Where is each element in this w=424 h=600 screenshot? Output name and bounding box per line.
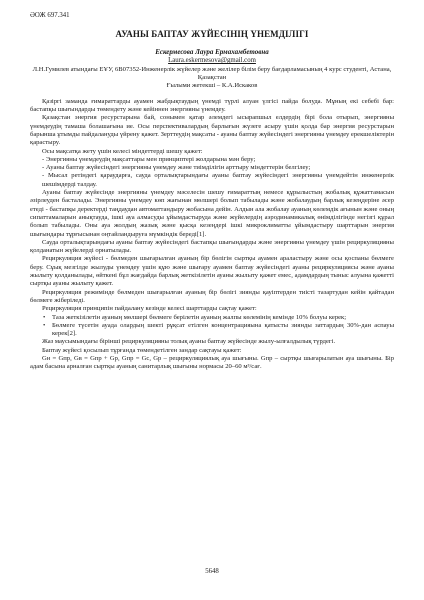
body-paragraph: Осы мақсатқа жету үшін келесі міндеттерді шешу қажет: [42, 147, 203, 155]
bullet-text: Бөлмеге түсетін ауада олардың шекті рұқсат етілген концентрацияына қатысты зиянды заттардың 30%-дан аспауы керек[2]. [52, 321, 394, 338]
task-list-item: - Мысал ретіндегі қараударға, сауда орталықтарындағы ауаны баптау жүйесіндегі энергияны үнемдейтін инженерлік шешімдерді талдау. [42, 172, 394, 188]
body-paragraph: Қазіргі заманда ғимараттарды ауамен жабдықтаудың үнемді түрлі алуан үлгісі пайда болуда. Мұның екі себебі бар: бастапқы шығындарды төмендету және кейіннен энергияны үнемдеу. [30, 97, 394, 114]
scientific-supervisor: Ғылыми жетекші – К.А.Искаков [166, 82, 258, 90]
task-list-item: - Энергияны үнемдеудің мақсаттары мен принциптері жолдарына мән беру; [42, 155, 256, 163]
bullet-icon: • [43, 321, 46, 329]
author-email[interactable]: Laura.eskermesova@gmail.com [168, 57, 256, 65]
page-number: 5648 [205, 568, 219, 575]
body-paragraph: Қазақстан энергия ресурстарына бай, сонымен қатар әлемдегі ысырапшыл елдердің бірі бола отырып, энергияны үнемдеудің тамаша болашағына ие. Осы перспективалардың барлығын жүзеге асыру үшін қолда бар энергия ресурстарын барынша ұтымды пайдалануды үйрену қажет. Зерттеудің мақсаты - ауаны баптау жүйесіндегі энергияны үнемдеу ерекшеліктерін қарастыру. [30, 114, 394, 147]
body-paragraph: Баптау жүйесі қосылып тұрғанда төмендетілген зандар сақтауы қажет: [42, 346, 242, 354]
body-paragraph: Сауда орталықтарындағы ауаны баптау жүйесіндегі бастапқы шығындарды және энергияны үнемдеу үшін рециркуляцияны қолданатын жүйелерді орнатылады. [30, 238, 394, 255]
body-paragraph: Рециркуляция жүйесі - бөлмеден шығарылған ауаның бір бөлігін сыртқы ауамен араластыру және осы қоспаны бөлмеге беру. Сұық мезгілде жылуды үнемдеу үшін құю және шығару ауамен баптау жүйесіндегі ауаны рециркуляциясы және ауаны жылыту қолданылады, өйткені бұл жағдайда барлық жеткізілетін ауаны жылыту қажет емес, адамдардың тыныс алуына қажетті сыртқы ауаны жылыту қажет. [30, 255, 394, 288]
body-paragraph: Жаз маусымындағы бірінші рециркуляцияны толық ауаны баптау жүйесінде жылу-ылғалдылық түрдегі. [42, 338, 336, 346]
condition-bullet-item [30, 322, 394, 339]
body-paragraph: Ауаны баптау жүйесінде энергияны үнемдеу мәселесін шешу ғимараттың немесе құрылыстың жобалық құжаттамасын әзірлеуден басталады. Энергияны үнемдеу көп жағынан мөлшері болып табылады және жобалаудың барлық кезеңдеріне әсер етеді - бастапқы деректерді таңдаудан автоматтандыру жобасына дейін. Алдын ала жобалау ауаның көлемдік ағынын және оның сипаттамаларын анықтауда, ішкі ауа алмасуды ұйымдастыруда және жүйелердің аэродинамикалық өнімділігінде негізгі құрал болып табылады. Оны ауа жолдың жазық және қысқа кезеңдері ішкі микроклиматты ұйымдастыру шарттарын энергия шығындары тұрғысынан оңтайландыруға мүмкіндік береді[1]. [30, 189, 394, 238]
udc-code: ӘОЖ 697.341 [30, 12, 70, 19]
author-name: Ескермесова Лаура Ермахамбетовна [155, 48, 269, 57]
article-title: АУАНЫ БАПТАУ ЖҮЙЕСІНІҢ ҮНЕМДІЛІГІ [115, 29, 309, 40]
author-affiliation: Л.Н.Гумилев атындағы ЕҰУ, 6В07352-Инженерлік жүйелер және желілер білім беру бағдарламасының 4 курс студенті, Астана, Қазақстан [32, 65, 392, 82]
bullet-icon: • [43, 313, 46, 321]
bullet-text: Таза жеткізілетін ауаның мөлшері бөлмеге берілетін ауаның жалпы көлемінің кемінде 10% болуы керек; [52, 313, 347, 321]
body-paragraph: Рециркуляция режимінде бөлмеден шығарылған ауаның бір бөлігі зиянды қауіптерден тиісті тазартудан кейін қайтадан бөлмеге жіберіледі. [30, 288, 394, 304]
article-body [30, 98, 394, 372]
task-list-item: - Ауаны баптау жүйесіндегі энергияны үнемдеу және тиімділігін арттыру міндеттерін белгілеу; [42, 164, 311, 172]
body-paragraph: Gн = Gпр, Gв = Gпр + Gр, Gпр = Gс, Gр – рециркуляциялық ауа шығыны. Gпр – сыртқы шығарылатын ауа шығыны. Бір адам басына арналған сыртқы ауаның санитарлық шығыны нормасы 20–60 м³/сағ. [30, 354, 394, 371]
condition-bullet-item [30, 314, 394, 322]
body-paragraph: Рециркуляция принципін пайдалану кезінде келесі шарттарды сақтау қажет: [42, 305, 257, 313]
